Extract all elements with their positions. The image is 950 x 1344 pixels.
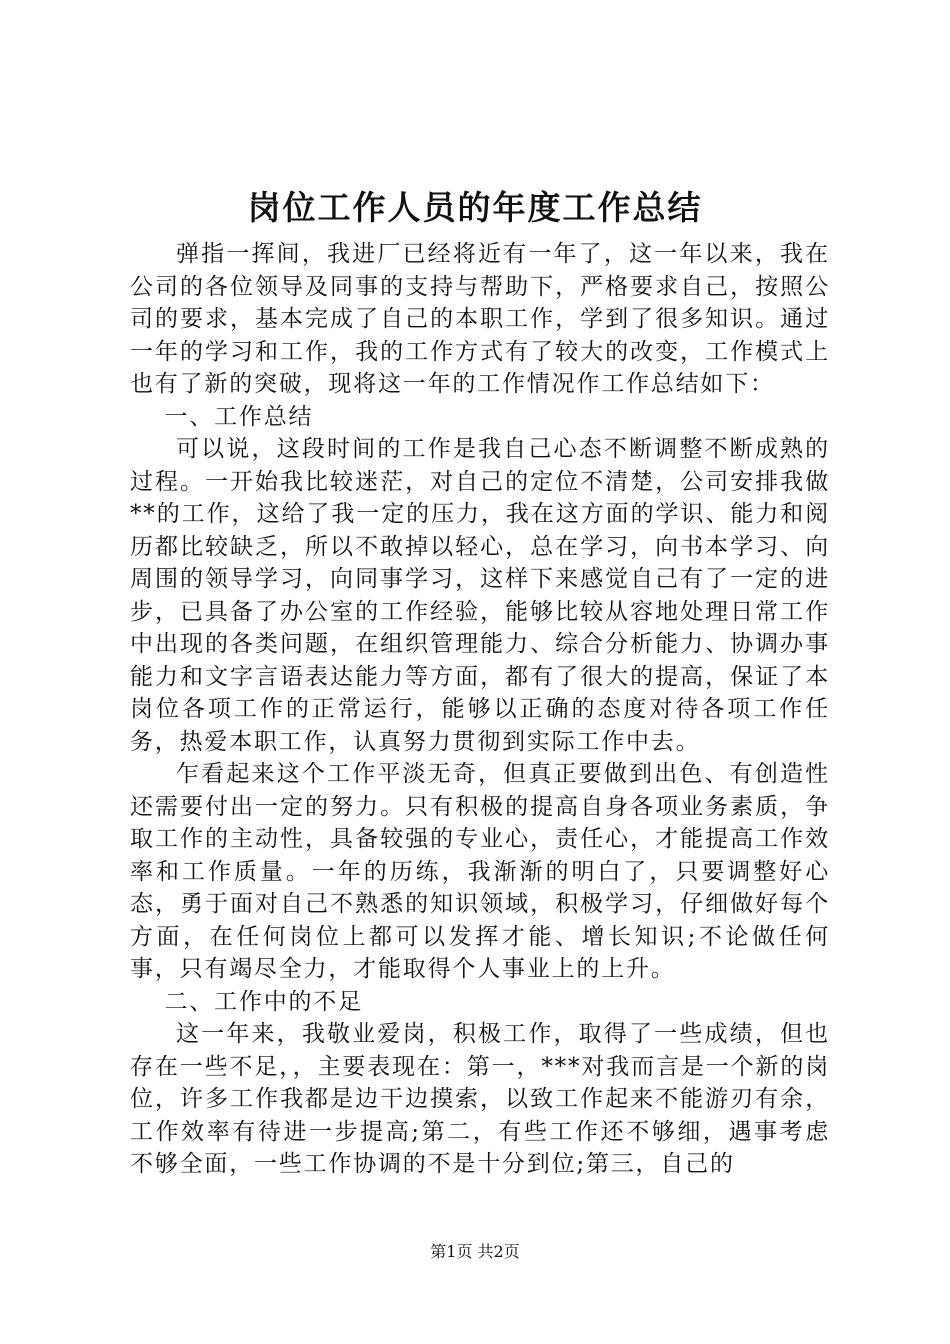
section-heading-summary: 一、工作总结	[164, 403, 314, 430]
body-paragraph: 这一年来，我敬业爱岗，积极工作，取得了一些成绩，但也存在一些不足，，主要表现在：第一，***对我而言是一个新的岗位，许多工作我都是边干边摸索，以致工作起来不能游刃有余，工作效率有待进一步提高;第二，有些工作还不够细，遇事考虑不够全面，一些工作协调的不是十分到位;第三，自己的	[130, 1021, 830, 1177]
intro-paragraph: 弹指一挥间，我进厂已经将近有一年了，这一年以来，我在公司的各位领导及同事的支持与帮助下，严格要求自己，按照公司的要求，基本完成了自己的本职工作，学到了很多知识。通过一年的学习和工作，我的工作方式有了较大的改变，工作模式上也有了新的突破，现将这一年的工作情况作工作总结如下：	[130, 241, 830, 397]
body-paragraph: 乍看起来这个工作平淡无奇，但真正要做到出色、有创造性还需要付出一定的努力。只有积极的提高自身各项业务素质，争取工作的主动性，具备较强的专业心，责任心，才能提高工作效率和工作质量。一年的历练，我渐渐的明白了，只要调整好心态，勇于面对自己不熟悉的知识领域，积极学习，仔细做好每个方面，在任何岗位上都可以发挥才能、增长知识;不论做任何事，只有竭尽全力，才能取得个人事业上的上升。	[130, 761, 830, 982]
document-title: 岗位工作人员的年度工作总结	[247, 188, 703, 227]
body-paragraph: 可以说，这段时间的工作是我自己心态不断调整不断成熟的过程。一开始我比较迷茫，对自己的定位不清楚，公司安排我做**的工作，这给了我一定的压力，我在这方面的学识、能力和阅历都比较缺乏，所以不敢掉以轻心，总在学习，向书本学习、向周围的领导学习，向同事学习，这样下来感觉自己有了一定的进步，已具备了办公室的工作经验，能够比较从容地处理日常工作中出现的各类问题，在组织管理能力、综合分析能力、协调办事能力和文字言语表达能力等方面，都有了很大的提高，保证了本岗位各项工作的正常运行，能够以正确的态度对待各项工作任务，热爱本职工作，认真努力贯彻到实际工作中去。	[130, 436, 830, 755]
document-body	[130, 238, 830, 1181]
page-number-footer: 第1页 共2页	[430, 1242, 520, 1261]
section-heading-shortcomings: 二、工作中的不足	[164, 988, 363, 1015]
